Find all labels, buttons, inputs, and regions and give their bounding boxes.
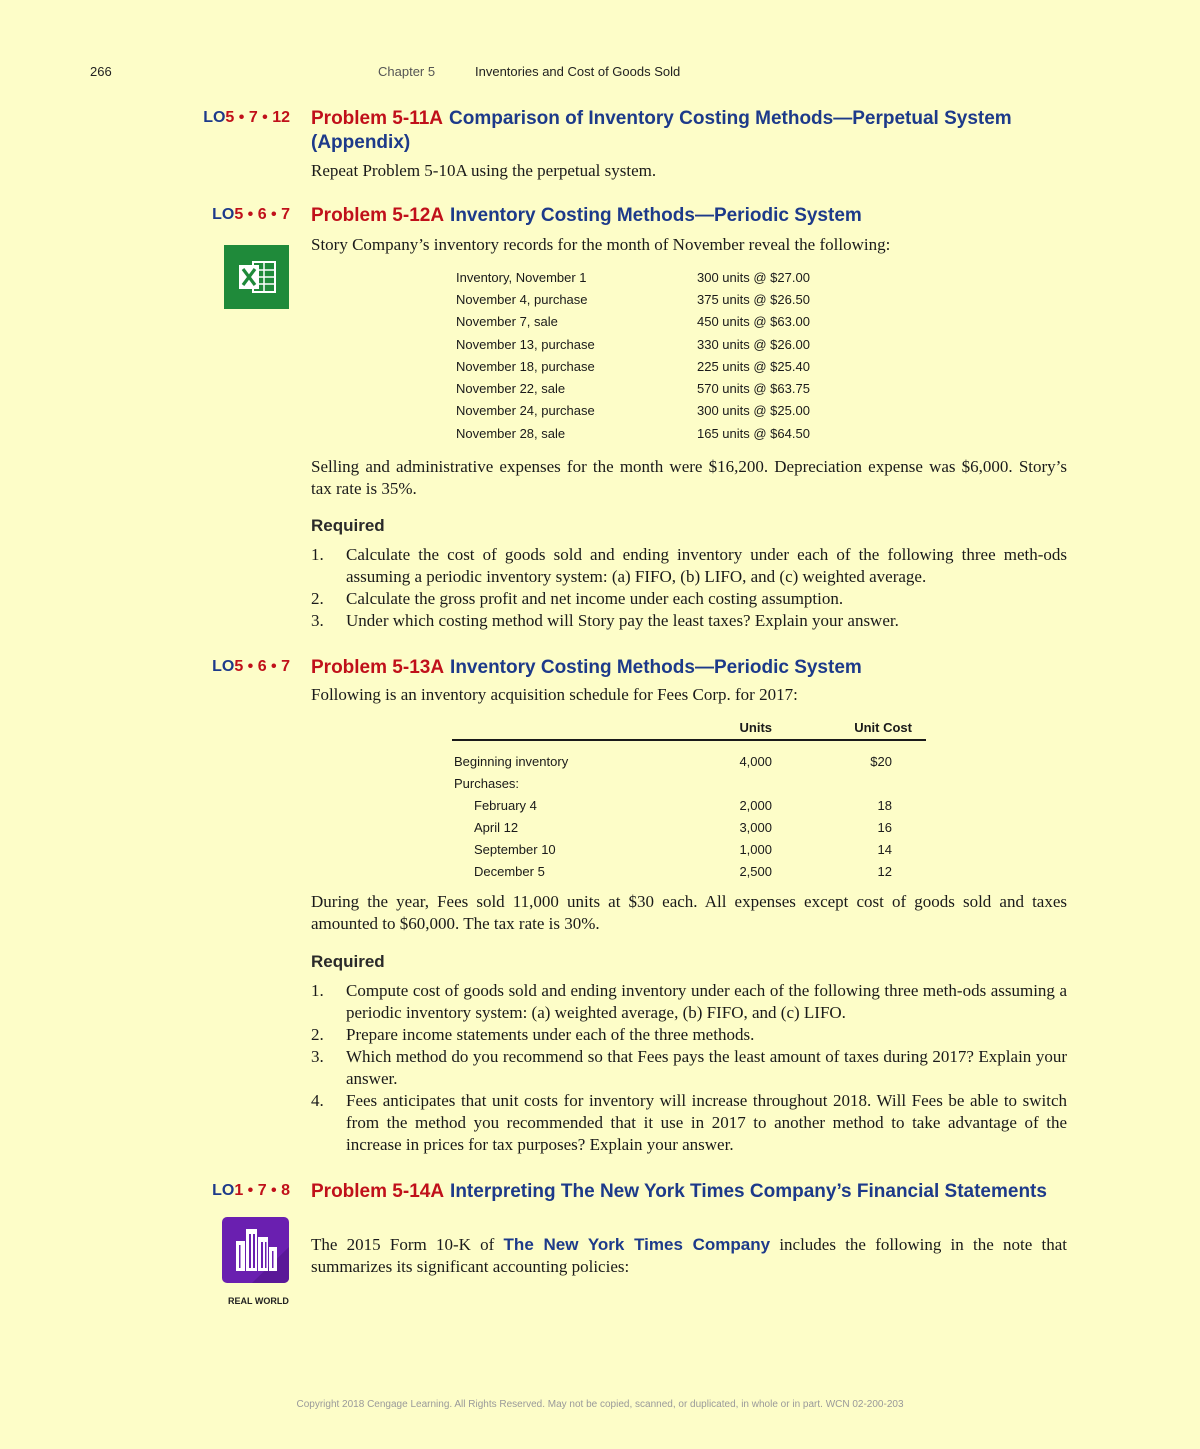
row-units: 3,000: [739, 819, 772, 835]
item-text: Compute cost of goods sold and ending inventory under each of the following three meth-ods assuming a periodic inventory system: (a) weighted average, (b) FIFO, and (c) LIFO.: [346, 981, 1067, 1022]
list-item: [311, 544, 1067, 588]
chapter-title: Inventories and Cost of Goods Sold: [475, 64, 681, 79]
list-item: [311, 980, 1067, 1024]
row-unit-cost: 14: [877, 841, 892, 857]
row-units: 1,000: [739, 841, 772, 857]
record-description: November 28, sale: [456, 425, 566, 441]
problem-title: Problem 5-11A Comparison of Inventory Costing Methods—Perpetual System (Appendix): [311, 108, 1012, 153]
record-description: November 22, sale: [456, 381, 566, 397]
problem-text: Repeat Problem 5-10A using the perpetual system.: [311, 161, 657, 180]
row-units: 4,000: [739, 754, 772, 769]
list-item: [311, 1090, 1067, 1156]
row-unit-cost: 16: [877, 819, 892, 835]
row-label: Beginning inventory: [454, 754, 569, 769]
required-list: [311, 544, 1067, 632]
record-description: November 24, purchase: [456, 403, 595, 419]
chapter-label: Chapter 5: [378, 64, 436, 79]
item-number: 1.: [311, 545, 324, 564]
learning-objectives: LO5 • 6 • 7: [212, 658, 290, 675]
list-item: [311, 588, 1067, 610]
problem-title: Problem 5-14A Interpreting The New York Times Company’s Financial Statements: [311, 1181, 1047, 1202]
record-quantity: 300 units @ $25.00: [697, 403, 810, 419]
company-name: The New York Times Company: [503, 1235, 771, 1254]
building-icon: [222, 1217, 289, 1283]
row-label: April 12: [474, 819, 519, 835]
required-list: [311, 980, 1067, 1156]
record-description: November 18, purchase: [456, 358, 595, 374]
real-world-label: REAL WORLD: [228, 1296, 289, 1306]
copyright-footer: Copyright 2018 Cengage Learning. All Rights Reserved. May not be copied, scanned, or duplicated, in whole or in part. WCN 02-200-203: [296, 1399, 904, 1410]
required-heading: Required: [311, 952, 385, 971]
inventory-records-table: [452, 266, 857, 444]
units-header: Units: [662, 716, 772, 740]
item-text: Prepare income statements under each of the three methods.: [346, 1025, 755, 1044]
item-number: 3.: [311, 1047, 324, 1066]
record-quantity: 570 units @ $63.75: [697, 381, 810, 397]
learning-objectives: LO1 • 7 • 8: [212, 1182, 290, 1199]
expenses-text: Selling and administrative expenses for the month were $16,200. Depreciation expense was $6,000. Story’s tax rate is 35%.: [311, 457, 1067, 498]
table-row: [452, 266, 857, 288]
problem-title: Problem 5-12A Inventory Costing Methods—Periodic System: [311, 205, 862, 226]
item-text: Calculate the gross profit and net income under each costing assumption.: [346, 589, 844, 608]
record-description: November 13, purchase: [456, 336, 595, 352]
problem-number: Problem 5-11A: [311, 108, 443, 129]
row-label: Purchases:: [454, 775, 520, 791]
record-description: November 7, sale: [456, 314, 558, 330]
table-row: [452, 400, 857, 422]
row-units: [662, 772, 772, 794]
problem-number: Problem 5-14A: [311, 1181, 445, 1202]
table-row: [452, 794, 926, 816]
problem-text: The 2015 Form 10-K of The New York Times Company includes the following in the note that summarizes its significant accounting policies:: [311, 1235, 1068, 1276]
row-label: February 4: [474, 797, 537, 813]
record-quantity: 165 units @ $64.50: [697, 425, 810, 441]
table-row: [452, 838, 926, 860]
record-quantity: 225 units @ $25.40: [697, 358, 810, 374]
record-quantity: 375 units @ $26.50: [697, 291, 810, 307]
row-label: September 10: [474, 841, 556, 857]
problem-intro: Following is an inventory acquisition schedule for Fees Corp. for 2017:: [311, 685, 798, 704]
problem-number: Problem 5-13A: [311, 657, 445, 678]
problem-number: Problem 5-12A: [311, 205, 445, 226]
row-unit-cost: [772, 772, 926, 794]
row-units: 2,500: [739, 863, 772, 879]
problem-title: Problem 5-13A Inventory Costing Methods—Periodic System: [311, 657, 862, 678]
required-heading: Required: [311, 516, 385, 535]
table-row: [452, 288, 857, 310]
item-number: 4.: [311, 1091, 324, 1110]
row-unit-cost: 18: [877, 797, 892, 813]
learning-objectives: LO5 • 7 • 12: [203, 109, 290, 126]
page-number: 266: [90, 64, 112, 79]
row-units: 2,000: [739, 797, 772, 813]
unit-cost-header: Unit Cost: [772, 716, 926, 740]
sales-text: During the year, Fees sold 11,000 units at $30 each. All expenses except cost of goods sold and taxes amounted to $60,000. The tax rate is 30%.: [311, 892, 1067, 933]
item-number: 1.: [311, 981, 324, 1000]
record-description: November 4, purchase: [456, 291, 588, 307]
record-quantity: 450 units @ $63.00: [697, 314, 810, 330]
learning-objectives: LO5 • 6 • 7: [212, 206, 290, 223]
table-row: [452, 311, 857, 333]
table-row: [452, 377, 857, 399]
row-label: December 5: [474, 863, 545, 879]
record-quantity: 330 units @ $26.00: [697, 336, 810, 352]
list-item: [311, 610, 1067, 632]
item-number: 2.: [311, 1025, 324, 1044]
table-row: [452, 740, 926, 772]
acquisition-schedule-table: [452, 716, 926, 882]
row-unit-cost: $20: [870, 754, 892, 769]
table-row: [452, 860, 926, 882]
table-row: [452, 333, 857, 355]
item-text: Fees anticipates that unit costs for inventory will increase throughout 2018. Will Fees be able to switch from the method you recommended that it use in 2017 to another method to take advantage of the increase in prices for tax purposes? Explain your answer.: [346, 1091, 1067, 1154]
excel-icon: [224, 245, 289, 309]
table-row: [452, 355, 857, 377]
table-row: [452, 772, 926, 794]
list-item: [311, 1046, 1067, 1090]
item-text: Under which costing method will Story pay the least taxes? Explain your answer.: [346, 611, 899, 630]
item-number: 3.: [311, 611, 324, 630]
record-description: Inventory, November 1: [456, 269, 587, 285]
table-row: [452, 422, 857, 444]
item-text: Which method do you recommend so that Fees pays the least amount of taxes during 2017? Explain your answer.: [346, 1047, 1067, 1088]
table-row: [452, 816, 926, 838]
page-header: [0, 64, 1200, 84]
item-number: 2.: [311, 589, 324, 608]
item-text: Calculate the cost of goods sold and ending inventory under each of the following three meth-ods assuming a periodic inventory system: (a) FIFO, (b) LIFO, and (c) weighted average.: [346, 545, 1067, 586]
problem-intro: Story Company’s inventory records for the month of November reveal the following:: [311, 235, 891, 254]
list-item: [311, 1024, 1067, 1046]
record-quantity: 300 units @ $27.00: [697, 269, 810, 285]
row-unit-cost: 12: [877, 863, 892, 879]
